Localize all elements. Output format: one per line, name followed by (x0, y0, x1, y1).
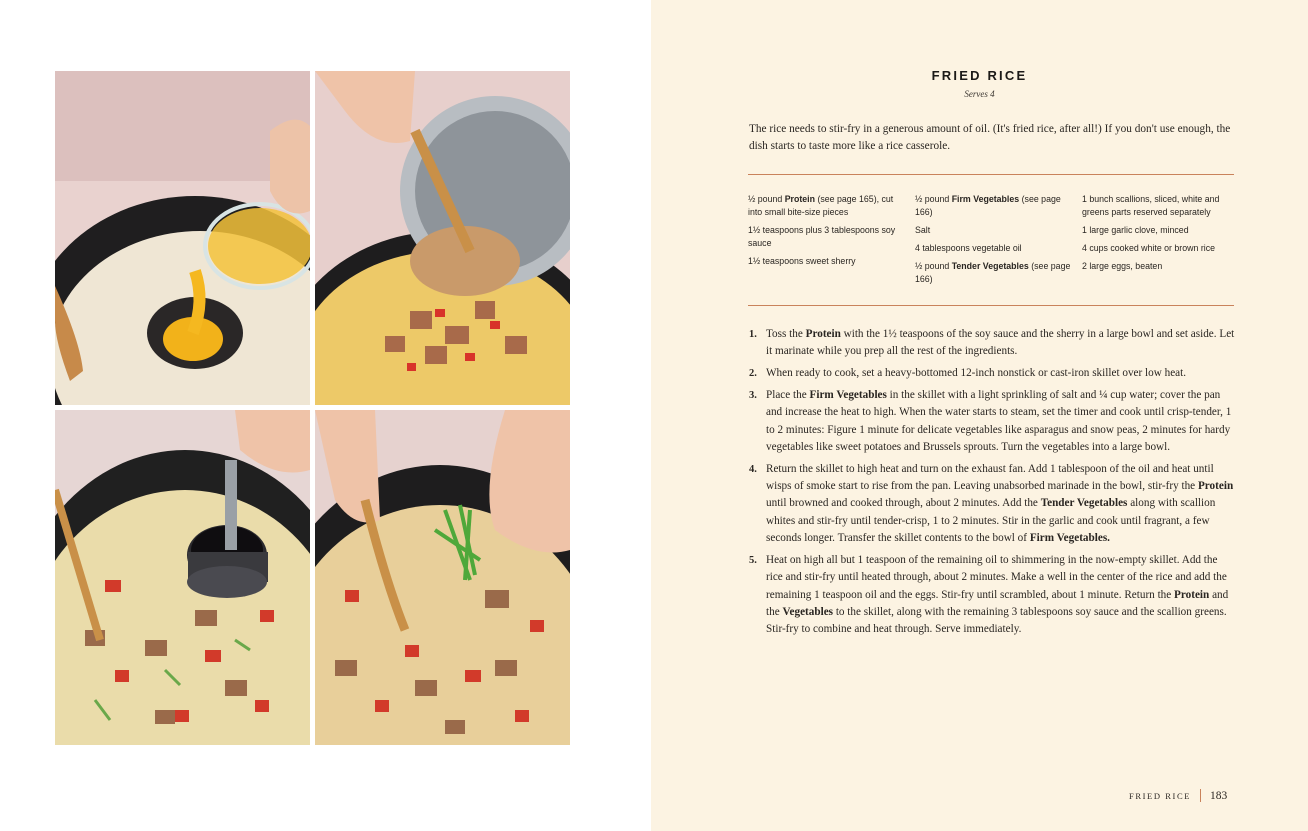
ingredient-item (915, 242, 1082, 255)
page-footer (1129, 789, 1227, 802)
step-text: in the skillet with a light sprinkling of salt and ¼ cup water; cover the pan and increase the heat to high. When the water starts to steam, set the timer and cook until crisp-tender, 1 to 2 minutes: Figure 1 minute for delicate vegetables like asparagus and snow peas, 2 minutes for hardy vegetables like sweet potatoes and Brussels sprouts. Turn the vegetables into a large bowl. (766, 389, 1232, 453)
step-component-name: Protein (1197, 480, 1234, 493)
step-text: When ready to cook, set a heavy-bottomed 12-inch nonstick or cast-iron skillet over low heat. (766, 367, 1187, 380)
ingredient-text: Salt (915, 224, 931, 235)
instructions-list (749, 326, 1235, 643)
step-component-name: Firm Vegetables (809, 389, 887, 402)
ingredient-item (1082, 242, 1238, 255)
instruction-step (749, 387, 1235, 456)
ingredient-component-name: Tender Vegetables (951, 261, 1029, 272)
ingredient-item (915, 260, 1082, 286)
ingredient-text: 1½ teaspoons plus 3 tablespoons soy sauce (748, 224, 896, 248)
left-page (0, 0, 651, 831)
step-text: Return the skillet to high heat and turn on the exhaust fan. Add 1 tablespoon of the oil and heat until wisps of smoke start to rise from the pan. Leaving unabsorbed marinade in the bowl, stir-fry the (766, 462, 1214, 493)
step-component-name: Tender Vegetables (1040, 497, 1128, 510)
recipe-intro: The rice needs to stir-fry in a generous amount of oil. (It's fried rice, after all!) If you don't use enough, the dish starts to taste more like a rice casserole. (749, 123, 1231, 153)
ingredient-component-name: Firm Vegetables (951, 194, 1020, 204)
step-text: Heat on high all but 1 teaspoon of the remaining oil to shimmering in the now-empty skillet. Add the rice and stir-fry until heated through, about 2 minutes. Make a well in the center of the rice and add the remaining 1 teaspoon oil and the eggs. Stir-fry until scrambled, about 1 minute. Return the (766, 553, 1227, 601)
ingredient-text: 4 tablespoons vegetable oil (915, 243, 1022, 254)
step-number: 4. (749, 463, 757, 475)
footer-separator (1200, 789, 1201, 802)
ingredient-item (1082, 224, 1238, 237)
photo-soy-sauce (55, 410, 310, 745)
footer-chapter-label: FRIED RICE (1129, 790, 1192, 801)
ingredient-item (1082, 193, 1238, 219)
ingredient-item (748, 224, 915, 250)
step-text: Place the (766, 389, 810, 402)
ingredient-text: (see page 166) (915, 194, 1061, 217)
ingredient-item (915, 224, 1082, 237)
right-page (651, 0, 1308, 831)
ingredient-text: 4 cups cooked white or brown rice (1082, 243, 1215, 254)
page-number: 183 (1210, 789, 1228, 802)
divider-top (748, 174, 1234, 175)
ingredient-component-name: Protein (784, 194, 815, 204)
instruction-step (749, 461, 1235, 547)
step-text: to the skillet, along with the remaining 3 tablespoons soy sauce and the scallion greens. Stir-fry to combine and heat through. Serve immediately. (766, 605, 1227, 636)
step-text: with the 1½ teaspoons of the soy sauce and the sherry in a large bowl and set aside. Let it marinate while you prep all the rest of the ingredients. (766, 328, 1235, 358)
instruction-step (749, 365, 1235, 382)
photo-grid (55, 71, 570, 745)
step-component-name: Vegetables (782, 605, 834, 618)
photo-egg-pour (55, 71, 310, 405)
step-text: along with scallion whites and stir-fry until tender-crisp, 1 to 2 minutes. Stir in the garlic and cook until fragrant, a few seconds longer. Transfer the skillet contents to the bowl of (766, 497, 1216, 545)
ingredient-item (1082, 260, 1238, 273)
divider-bottom (748, 305, 1234, 306)
step-component-name: Firm Vegetables. (1029, 532, 1110, 545)
ingredient-text: 1 bunch scallions, sliced, white and greens parts reserved separately (1082, 194, 1220, 217)
step-text: until browned and cooked through, about 2 minutes. Add the (766, 497, 1041, 510)
ingredients-column-2 (915, 193, 1082, 291)
ingredient-item (915, 193, 1082, 219)
ingredient-text: 1 large garlic clove, minced (1082, 224, 1189, 235)
recipe-serves: Serves 4 (964, 89, 995, 99)
step-number: 1. (749, 329, 757, 340)
ingredient-text: (see page 166) (915, 261, 1071, 285)
step-number: 5. (749, 554, 757, 566)
ingredient-text: ½ pound (915, 261, 952, 272)
recipe-title: FRIED RICE (931, 68, 1028, 83)
photo-scallion-greens (315, 410, 570, 745)
ingredient-text: 2 large eggs, beaten (1082, 261, 1163, 272)
ingredient-text: 1½ teaspoons sweet sherry (748, 255, 856, 266)
step-number: 3. (749, 390, 757, 402)
ingredient-item (748, 193, 915, 219)
ingredients-column-1 (748, 193, 915, 291)
step-component-name: Protein (1174, 588, 1210, 601)
instruction-step (749, 552, 1235, 638)
ingredients-list (748, 193, 1238, 291)
photo-add-protein (315, 71, 570, 405)
step-number: 2. (749, 368, 757, 380)
ingredient-text: ½ pound (748, 194, 785, 204)
step-component-name: Protein (805, 328, 841, 340)
ingredient-item (748, 255, 915, 268)
ingredient-text: ½ pound (915, 194, 952, 204)
ingredients-column-3 (1082, 193, 1238, 291)
step-text: and the (766, 588, 1229, 618)
step-text: Toss the (766, 328, 806, 340)
instruction-step (749, 326, 1235, 361)
ingredient-text: (see page 165), cut into small bite-size pieces (748, 194, 894, 217)
